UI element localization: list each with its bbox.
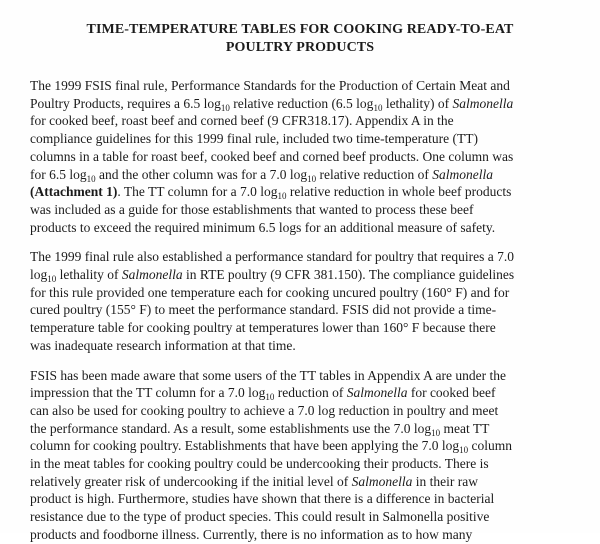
title-line-2: POULTRY PRODUCTS xyxy=(225,39,375,55)
text-line: columns in a table for roast beef, cooked beef and corned beef products. One column was xyxy=(30,148,514,164)
text-line: was inadequate research information at that time. xyxy=(30,337,296,353)
text-line: for this rule provided one temperature each for cooking uncured poultry (160° F) and for xyxy=(30,284,510,300)
text-line: The 1999 FSIS final rule, Performance Standards for the Production of Certain Meat and xyxy=(30,78,510,93)
text-line: for 6.5 $\log_{10}$ and the other column was for a 7.0 $\log_{10}$ relative reduction of Salmonella xyxy=(30,166,494,184)
text-line: relatively greater risk of undercooking if the initial level of Salmonella in their raw xyxy=(30,473,478,489)
text-line: impression that the TT column for a 7.0 $\log_{10}$ reduction of Salmonella for cooked beef xyxy=(30,385,496,403)
text-line: compliance guidelines for this 1999 final rule, included two time-temperature (TT) xyxy=(30,131,478,147)
text-line: product is high. Furthermore, studies have shown that there is a difference in bacterial xyxy=(30,491,495,507)
text-line: for cooked beef, roast beef and corned beef (9 CFR318.17). Appendix A in the xyxy=(30,113,454,129)
paragraph-3 xyxy=(30,367,576,544)
text-line: temperature table for cooking poultry at temperatures lower than 160° F because there xyxy=(30,320,496,336)
text-line: products and foodborne illness. Currently, there is no information as to how many xyxy=(30,526,473,542)
document-body xyxy=(0,77,600,544)
text-line: in the meat tables for cooking poultry could be undercooking their products. There is xyxy=(30,456,489,472)
paragraph-2 xyxy=(30,248,576,354)
text-line: (Attachment 1). The TT column for a 7.0 $\log_{10}$ relative reduction in whole beef products xyxy=(30,184,512,202)
text-line: $\log_{10}$ lethality of Salmonella in RTE poultry (9 CFR 381.150). The compliance guidelines xyxy=(30,267,515,285)
paragraph-1 xyxy=(30,77,576,236)
document-title xyxy=(0,0,600,56)
text-line: products to exceed the required minimum 6.5 logs for an additional measure of safety. xyxy=(30,219,496,235)
text-line: cured poultry (155° F) to meet the performance standard. FSIS did not provide a time- xyxy=(30,302,497,318)
text-line: was included as a guide for those establishments that wanted to process these beef xyxy=(30,201,474,217)
text-line: The 1999 final rule also established a performance standard for poultry that requires a 7.0 xyxy=(30,249,514,265)
text-line: can also be used for cooking poultry to achieve a 7.0 log reduction in poultry and meet xyxy=(30,402,499,418)
text-line: column for cooking poultry. Establishments that have been applying the 7.0 $\log_{10}$ column xyxy=(30,438,513,456)
title-line-1: TIME-TEMPERATURE TABLES FOR COOKING READY-TO-EAT xyxy=(86,22,514,37)
text-line: FSIS has been made aware that some users of the TT tables in Appendix A are under the xyxy=(30,367,507,383)
text-line: resistance due to the type of product species. This could result in Salmonella positive xyxy=(30,509,490,525)
text-line: Poultry Products, requires a 6.5 $\log_{10}$ relative reduction (6.5 $\log_{10}$ lethality) of Salmonella xyxy=(30,95,514,113)
text-line: the performance standard. As a result, some establishments use the 7.0 $\log_{10}$ meat TT xyxy=(30,420,490,438)
